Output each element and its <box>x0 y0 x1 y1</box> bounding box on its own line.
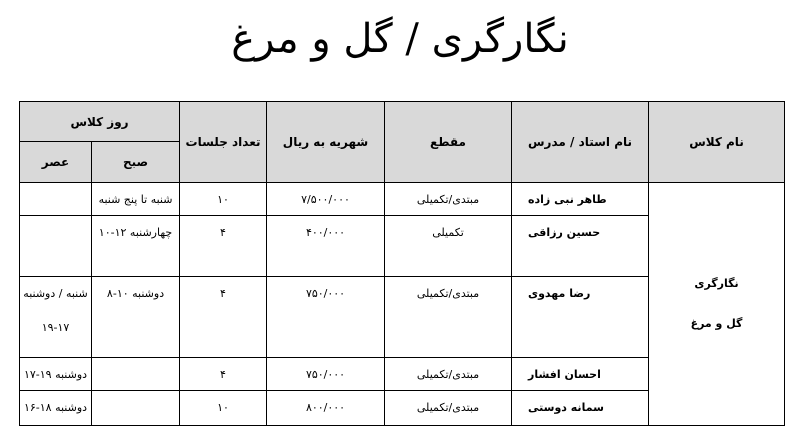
tuition: ۷۵۰/۰۰۰ <box>305 368 346 381</box>
header-tuition: شهریه به ریال <box>267 102 385 183</box>
sessions: ۴ <box>220 226 226 239</box>
class-name-cell <box>649 183 785 426</box>
tuition: ۷/۵۰۰/۰۰۰ <box>301 193 350 206</box>
header-morning: صبح <box>92 142 180 183</box>
level: مبتدی/تکمیلی <box>416 193 480 206</box>
header-class-day: روز کلاس <box>20 102 180 142</box>
header-sessions: تعداد جلسات <box>180 102 267 183</box>
afternoon-time <box>20 183 91 193</box>
teacher-name: حسین رزاقی <box>528 226 601 239</box>
morning-time: دوشنبه ۱۰-۸ <box>106 287 165 300</box>
afternoon-time: دوشنبه ۱۹-۱۷ <box>23 368 88 381</box>
afternoon-time-line2: ۱۹-۱۷ <box>41 321 70 334</box>
sessions: ۱۰ <box>217 401 229 414</box>
header-afternoon: عصر <box>20 142 92 183</box>
tuition: ۷۵۰/۰۰۰ <box>305 287 346 300</box>
header-class-name: نام کلاس <box>649 102 785 183</box>
level: مبتدی/تکمیلی <box>416 401 480 414</box>
sessions: ۴ <box>220 368 226 381</box>
afternoon-time: دوشنبه ۱۸-۱۶ <box>23 401 88 414</box>
morning-time <box>92 358 179 368</box>
morning-time: چهارشنبه ۱۲-۱۰ <box>98 226 173 239</box>
class-schedule-table <box>19 101 785 426</box>
sessions: ۴ <box>220 287 226 300</box>
teacher-name: رضا مهدوی <box>528 287 591 300</box>
level: مبتدی/تکمیلی <box>416 368 480 381</box>
tuition: ۴۰۰/۰۰۰ <box>305 226 346 239</box>
class-name-line2: گل و مرغ <box>690 317 743 330</box>
teacher-name: سمانه دوستی <box>528 401 604 414</box>
class-name-line1: نگارگری <box>694 277 739 290</box>
level: مبتدی/تکمیلی <box>416 287 480 300</box>
page-title: نگارگری / گل و مرغ <box>231 16 569 62</box>
header-level: مقطع <box>385 102 512 183</box>
level: تکمیلی <box>432 226 464 239</box>
table-row <box>20 183 785 216</box>
morning-time: شنبه تا پنج شنبه <box>98 193 173 206</box>
header-teacher: نام استاد / مدرس <box>512 102 649 183</box>
sessions: ۱۰ <box>217 193 229 206</box>
teacher-name: احسان افشار <box>528 368 601 381</box>
afternoon-time <box>20 216 91 226</box>
teacher-name: طاهر نبی زاده <box>528 193 607 206</box>
morning-time <box>92 391 179 401</box>
tuition: ۸۰۰/۰۰۰ <box>305 401 346 414</box>
afternoon-time-line1: شنبه / دوشنبه <box>23 287 88 300</box>
